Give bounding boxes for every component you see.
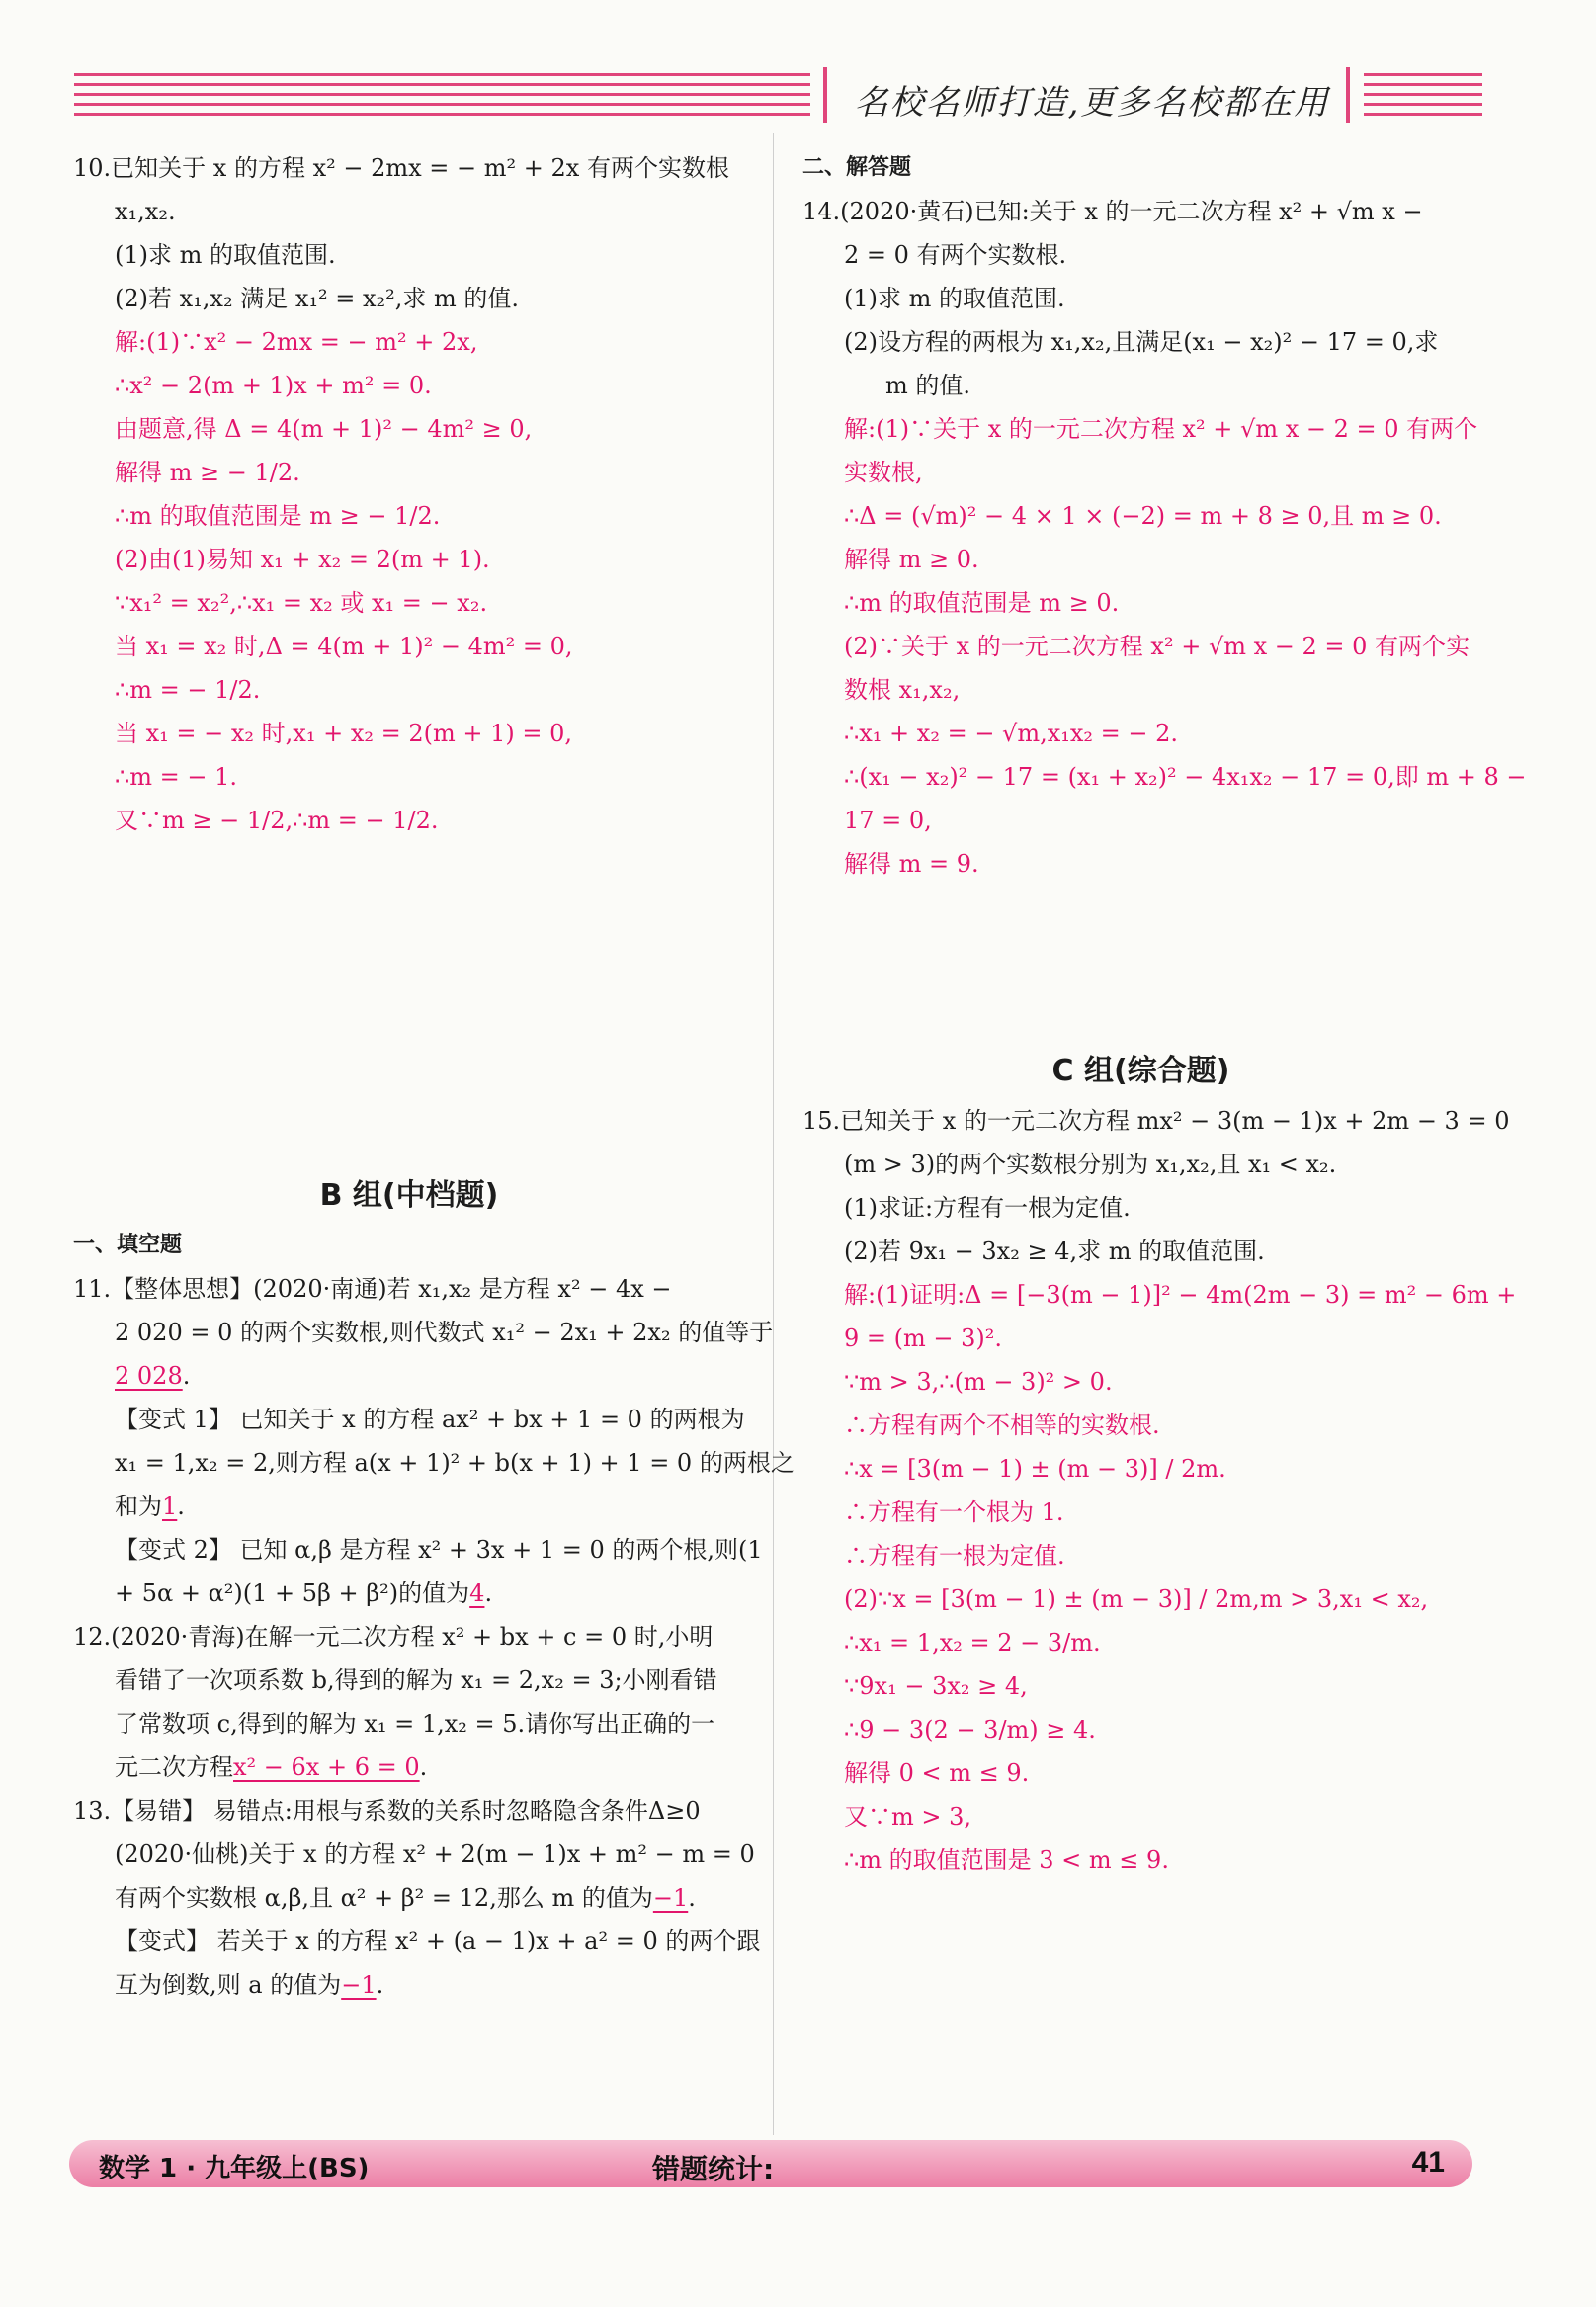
group-c-title: C 组(综合题) [1051,1054,1230,1088]
right-column [802,146,1527,1882]
answer-blank: 2 028 [115,1362,183,1390]
question-text: 14.(2020·黄石)已知:关于 x 的一元二次方程 x² + √m x − [802,198,1423,225]
question-10 [73,146,745,842]
question-part: (1)求 m 的取值范围. [844,285,1065,312]
answer-blank: 1 [162,1493,178,1520]
solution-line: 17 = 0, [844,807,932,834]
solution-line: ∴m = − 1/2. [115,676,261,704]
solution-line: 当 x₁ = x₂ 时,Δ = 4(m + 1)² − 4m² = 0, [115,633,573,660]
left-column [73,146,795,2007]
question-text: 有两个实数根 α,β,且 α² + β² = 12,那么 m 的值为−1. [115,1884,696,1912]
question-text: x₁,x₂. [115,198,176,225]
question-text: 2 = 0 有两个实数根. [844,241,1067,269]
question-text: 元二次方程x² − 6x + 6 = 0. [115,1753,428,1781]
section-heading: 二、解答题 [802,155,912,180]
header-slogan: 名校名师打造,更多名校都在用 [854,83,1330,123]
question-text: 了常数项 c,得到的解为 x₁ = 1,x₂ = 5.请你写出正确的一 [115,1710,715,1738]
solution-line: 实数根, [844,459,923,486]
variant-text: + 5α + α²)(1 + 5β + β²)的值为4. [115,1580,493,1607]
question-text: 看错了一次项系数 b,得到的解为 x₁ = 2,x₂ = 3;小刚看错 [115,1666,717,1694]
solution-line: 数根 x₁,x₂, [844,676,961,704]
solution-line: ∴9 − 3(2 − 3/m) ≥ 4. [844,1716,1096,1744]
question-part: (2)设方程的两根为 x₁,x₂,且满足(x₁ − x₂)² − 17 = 0,求 [844,328,1439,356]
question-12 [73,1615,745,1789]
solution-line: ∴(x₁ − x₂)² − 17 = (x₁ + x₂)² − 4x₁x₂ − 17 = 0,即 m + 8 − [844,763,1527,791]
question-14 [802,190,1527,886]
solution-line: ∴x² − 2(m + 1)x + m² = 0. [115,372,432,399]
solution-line: ∴Δ = (√m)² − 4 × 1 × (−2) = m + 8 ≥ 0,且 m ≥ 0. [844,502,1442,530]
answer-blank: −1 [652,1884,689,1912]
solution-line: 解:(1)∵关于 x 的一元二次方程 x² + √m x − 2 = 0 有两个 [844,415,1478,443]
question-text: 15.已知关于 x 的一元二次方程 mx² − 3(m − 1)x + 2m − 3 = 0 [802,1107,1510,1135]
solution-line: ∴m 的取值范围是 m ≥ − 1/2. [115,502,441,530]
solution-line: ∴方程有一个根为 1. [844,1498,1064,1526]
solution-line: 解得 0 < m ≤ 9. [844,1759,1030,1787]
header-divider [1346,67,1350,123]
book-title: 数学 1 · 九年级上(BS) [99,2154,370,2183]
question-text: 11.【整体思想】(2020·南通)若 x₁,x₂ 是方程 x² − 4x − [73,1275,672,1303]
question-text: 10.已知关于 x 的方程 x² − 2mx = − m² + 2x 有两个实数根 [73,154,729,182]
solution-line: ∵9x₁ − 3x₂ ≥ 4, [844,1672,1028,1700]
solution-line: 解得 m = 9. [844,850,979,878]
solution-line: 解:(1)证明:Δ = [−3(m − 1)]² − 4m(2m − 3) = m² − 6m + [844,1281,1517,1309]
question-part: (2)若 x₁,x₂ 满足 x₁² = x₂²,求 m 的值. [115,285,520,312]
solution-line: (2)∵x = [3(m − 1) ± (m − 3)] / 2m,m > 3,x₁ < x₂, [844,1585,1429,1613]
solution-line: 解:(1)∵x² − 2mx = − m² + 2x, [115,328,478,356]
question-part: m 的值. [885,372,971,399]
question-text: (2020·仙桃)关于 x 的方程 x² + 2(m − 1)x + m² − m = 0 [115,1840,755,1868]
variant-text: 和为1. [115,1493,185,1520]
solution-line: ∴方程有一根为定值. [844,1542,1065,1570]
variant-text: 【变式 2】 已知 α,β 是方程 x² + 3x + 1 = 0 的两个根,则(1 [115,1536,763,1564]
spacer [73,842,745,1168]
question-text: 12.(2020·青海)在解一元二次方程 x² + bx + c = 0 时,小明 [73,1623,714,1651]
variant-text: 【变式 1】 已知关于 x 的方程 ax² + bx + 1 = 0 的两根为 [115,1406,745,1433]
answer-blank: 4 [469,1580,485,1607]
solution-line: 解得 m ≥ − 1/2. [115,459,300,486]
solution-line: ∴方程有两个不相等的实数根. [844,1411,1160,1439]
solution-line: 当 x₁ = − x₂ 时,x₁ + x₂ = 2(m + 1) = 0, [115,720,573,747]
solution-line: ∵x₁² = x₂²,∴x₁ = x₂ 或 x₁ = − x₂. [115,589,488,617]
solution-line: 又∵m ≥ − 1/2,∴m = − 1/2. [115,807,439,834]
solution-line: 又∵m > 3, [844,1803,972,1831]
solution-line: (2)由(1)易知 x₁ + x₂ = 2(m + 1). [115,546,490,573]
header-divider [823,67,827,123]
variant-text: 互为倒数,则 a 的值为−1. [115,1971,384,1999]
question-text: 2 020 = 0 的两个实数根,则代数式 x₁² − 2x₁ + 2x₂ 的值等于 [115,1319,774,1346]
question-part: (2)若 9x₁ − 3x₂ ≥ 4,求 m 的取值范围. [844,1238,1265,1265]
solution-line: ∵m > 3,∴(m − 3)² > 0. [844,1368,1113,1396]
variant-text: 【变式】 若关于 x 的方程 x² + (a − 1)x + a² = 0 的两个跟 [115,1927,761,1955]
solution-line: ∴x₁ + x₂ = − √m,x₁x₂ = − 2. [844,720,1179,747]
solution-line: ∴m 的取值范围是 3 < m ≤ 9. [844,1846,1169,1874]
error-stats-label: 错题统计: [652,2153,775,2185]
question-text: (m > 3)的两个实数根分别为 x₁,x₂,且 x₁ < x₂. [844,1151,1337,1178]
section-heading: 一、填空题 [73,1233,183,1257]
question-15 [802,1099,1517,1882]
solution-line: 由题意,得 Δ = 4(m + 1)² − 4m² ≥ 0, [115,415,533,443]
header-stripes-right [1364,67,1482,123]
question-13 [73,1789,761,2007]
group-b-title: B 组(中档题) [319,1178,499,1213]
variant-text: x₁ = 1,x₂ = 2,则方程 a(x + 1)² + b(x + 1) + 1 = 0 的两根之 [115,1449,795,1477]
column-divider [773,133,774,2135]
page-number: 41 [1411,2146,1445,2179]
page-header [74,67,1477,123]
question-text: 13.【易错】 易错点:用根与系数的关系时忽略隐含条件Δ≥0 [73,1797,701,1825]
page-footer [69,2140,1472,2187]
spacer [802,886,1479,1044]
solution-line: 9 = (m − 3)². [844,1324,1003,1352]
solution-line: (2)∵关于 x 的一元二次方程 x² + √m x − 2 = 0 有两个实 [844,633,1470,660]
answer-blank: x² − 6x + 6 = 0 [233,1753,420,1781]
solution-line: ∴m 的取值范围是 m ≥ 0. [844,589,1120,617]
solution-line: ∴x₁ = 1,x₂ = 2 − 3/m. [844,1629,1101,1657]
question-part: (1)求 m 的取值范围. [115,241,336,269]
solution-line: ∴m = − 1. [115,763,238,791]
question-text: 2 028. [115,1362,191,1390]
solution-line: ∴x = [3(m − 1) ± (m − 3)] / 2m. [844,1455,1226,1483]
header-stripes-left [74,67,810,123]
question-part: (1)求证:方程有一根为定值. [844,1194,1131,1222]
question-11 [73,1267,795,1615]
answer-blank: −1 [341,1971,377,1999]
solution-line: 解得 m ≥ 0. [844,546,979,573]
